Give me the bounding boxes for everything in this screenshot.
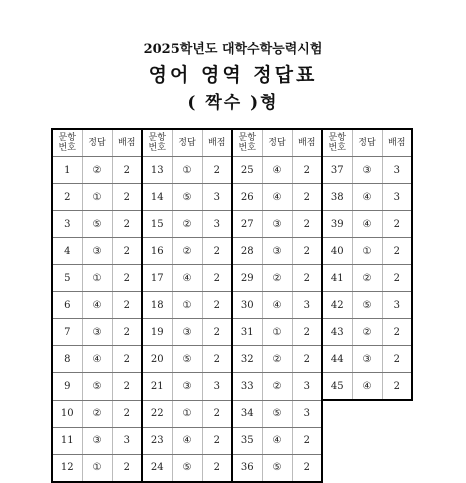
cell-answer: ① [82, 184, 112, 211]
cell-question-number: 17 [142, 265, 172, 292]
cell-answer: ④ [172, 427, 202, 454]
cell-question-number: 6 [52, 292, 82, 319]
cell-score: 2 [202, 319, 232, 346]
cell-question-number: 19 [142, 319, 172, 346]
empty-cell [352, 427, 382, 454]
header-question-number: 문항 번호 [232, 129, 262, 157]
empty-cell [382, 454, 412, 482]
table-row [52, 346, 412, 373]
cell-score: 2 [202, 238, 232, 265]
cell-answer: ② [172, 238, 202, 265]
cell-question-number: 18 [142, 292, 172, 319]
cell-score: 2 [292, 238, 322, 265]
cell-answer: ③ [172, 319, 202, 346]
cell-answer: ⑤ [172, 184, 202, 211]
cell-question-number: 24 [142, 454, 172, 482]
table-row [52, 265, 412, 292]
cell-question-number: 20 [142, 346, 172, 373]
cell-question-number: 41 [322, 265, 352, 292]
cell-score: 2 [292, 184, 322, 211]
cell-score: 2 [112, 184, 142, 211]
cell-answer: ② [352, 319, 382, 346]
cell-question-number: 5 [52, 265, 82, 292]
cell-score: 2 [112, 346, 142, 373]
cell-answer: ⑤ [262, 454, 292, 482]
header-answer: 정답 [82, 129, 112, 157]
cell-question-number: 29 [232, 265, 262, 292]
cell-score: 3 [382, 157, 412, 184]
cell-answer: ④ [262, 292, 292, 319]
cell-question-number: 40 [322, 238, 352, 265]
cell-question-number: 38 [322, 184, 352, 211]
cell-answer: ① [262, 319, 292, 346]
cell-answer: ④ [262, 184, 292, 211]
cell-answer: ⑤ [82, 211, 112, 238]
cell-question-number: 4 [52, 238, 82, 265]
cell-answer: ⑤ [82, 373, 112, 401]
cell-score: 2 [202, 157, 232, 184]
cell-score: 3 [292, 292, 322, 319]
cell-question-number: 15 [142, 211, 172, 238]
cell-score: 2 [202, 346, 232, 373]
cell-question-number: 36 [232, 454, 262, 482]
header-answer: 정답 [262, 129, 292, 157]
cell-score: 2 [292, 265, 322, 292]
cell-answer: ③ [262, 238, 292, 265]
empty-cell [322, 400, 352, 427]
cell-answer: ③ [352, 346, 382, 373]
cell-answer: ① [352, 238, 382, 265]
sheet-title: 영어 영역 정답표 [148, 64, 318, 86]
cell-answer: ② [82, 400, 112, 427]
cell-answer: ② [262, 346, 292, 373]
cell-question-number: 39 [322, 211, 352, 238]
cell-question-number: 2 [52, 184, 82, 211]
cell-score: 2 [382, 211, 412, 238]
header-score: 배점 [112, 129, 142, 157]
cell-question-number: 44 [322, 346, 352, 373]
table-row [52, 319, 412, 346]
cell-score: 2 [292, 211, 322, 238]
cell-answer: ① [172, 157, 202, 184]
cell-score: 3 [112, 427, 142, 454]
cell-score: 2 [202, 427, 232, 454]
cell-score: 3 [202, 184, 232, 211]
cell-score: 2 [292, 427, 322, 454]
cell-answer: ③ [82, 238, 112, 265]
cell-score: 2 [202, 400, 232, 427]
cell-answer: ④ [352, 184, 382, 211]
empty-cell [352, 400, 382, 427]
header-question-number: 문항 번호 [142, 129, 172, 157]
cell-answer: ⑤ [172, 454, 202, 482]
cell-score: 2 [112, 319, 142, 346]
cell-question-number: 32 [232, 346, 262, 373]
cell-answer: ④ [352, 211, 382, 238]
empty-cell [322, 427, 352, 454]
cell-question-number: 42 [322, 292, 352, 319]
cell-score: 2 [112, 400, 142, 427]
table-row [52, 373, 412, 401]
empty-cell [322, 454, 352, 482]
cell-question-number: 26 [232, 184, 262, 211]
cell-answer: ⑤ [262, 400, 292, 427]
cell-question-number: 35 [232, 427, 262, 454]
cell-score: 2 [292, 454, 322, 482]
cell-score: 3 [202, 211, 232, 238]
cell-answer: ② [82, 157, 112, 184]
cell-score: 2 [112, 238, 142, 265]
cell-question-number: 11 [52, 427, 82, 454]
answer-table [51, 128, 413, 483]
cell-question-number: 37 [322, 157, 352, 184]
cell-answer: ③ [172, 373, 202, 401]
header-answer: 정답 [352, 129, 382, 157]
cell-answer: ⑤ [352, 292, 382, 319]
header-answer: 정답 [172, 129, 202, 157]
empty-cell [352, 454, 382, 482]
cell-question-number: 30 [232, 292, 262, 319]
cell-question-number: 21 [142, 373, 172, 401]
cell-answer: ① [172, 400, 202, 427]
header-row [52, 129, 412, 157]
cell-question-number: 22 [142, 400, 172, 427]
cell-answer: ① [172, 292, 202, 319]
header-question-number: 문항 번호 [52, 129, 82, 157]
cell-score: 2 [112, 265, 142, 292]
cell-score: 2 [112, 292, 142, 319]
form-type: ( 짝수 )형 [187, 93, 279, 113]
cell-answer: ② [262, 373, 292, 401]
exam-title: 2025학년도 대학수학능력시험 [143, 42, 323, 57]
cell-question-number: 7 [52, 319, 82, 346]
cell-question-number: 25 [232, 157, 262, 184]
cell-question-number: 9 [52, 373, 82, 401]
cell-score: 2 [292, 157, 322, 184]
cell-question-number: 34 [232, 400, 262, 427]
cell-score: 2 [202, 292, 232, 319]
cell-score: 3 [292, 400, 322, 427]
cell-score: 2 [202, 265, 232, 292]
cell-answer: ② [352, 265, 382, 292]
cell-score: 2 [382, 373, 412, 401]
table-row [52, 400, 412, 427]
table-row [52, 157, 412, 184]
cell-question-number: 8 [52, 346, 82, 373]
cell-answer: ② [172, 211, 202, 238]
table-row [52, 292, 412, 319]
cell-score: 2 [292, 319, 322, 346]
header-score: 배점 [202, 129, 232, 157]
table-row [52, 211, 412, 238]
cell-answer: ④ [82, 292, 112, 319]
empty-cell [382, 400, 412, 427]
cell-score: 2 [202, 454, 232, 482]
cell-score: 2 [382, 238, 412, 265]
cell-question-number: 28 [232, 238, 262, 265]
cell-score: 2 [112, 373, 142, 401]
cell-answer: ③ [262, 211, 292, 238]
cell-answer: ④ [352, 373, 382, 401]
cell-question-number: 3 [52, 211, 82, 238]
empty-cell [382, 427, 412, 454]
cell-answer: ④ [262, 427, 292, 454]
cell-answer: ③ [352, 157, 382, 184]
cell-question-number: 23 [142, 427, 172, 454]
header-score: 배점 [292, 129, 322, 157]
cell-question-number: 1 [52, 157, 82, 184]
cell-question-number: 14 [142, 184, 172, 211]
cell-question-number: 12 [52, 454, 82, 482]
cell-score: 3 [292, 373, 322, 401]
cell-answer: ① [82, 454, 112, 482]
cell-answer: ③ [82, 319, 112, 346]
cell-score: 2 [292, 346, 322, 373]
cell-question-number: 13 [142, 157, 172, 184]
cell-question-number: 45 [322, 373, 352, 401]
table-row [52, 454, 412, 482]
cell-answer: ④ [262, 157, 292, 184]
cell-score: 3 [202, 373, 232, 401]
table-row [52, 238, 412, 265]
cell-answer: ③ [82, 427, 112, 454]
cell-question-number: 27 [232, 211, 262, 238]
cell-question-number: 43 [322, 319, 352, 346]
table-row [52, 427, 412, 454]
cell-score: 2 [112, 454, 142, 482]
cell-score: 2 [112, 157, 142, 184]
cell-question-number: 31 [232, 319, 262, 346]
cell-score: 2 [382, 346, 412, 373]
header-score: 배점 [382, 129, 412, 157]
cell-score: 2 [382, 319, 412, 346]
table-row [52, 184, 412, 211]
cell-answer: ⑤ [172, 346, 202, 373]
header-question-number: 문항 번호 [322, 129, 352, 157]
cell-score: 3 [382, 184, 412, 211]
cell-score: 2 [112, 211, 142, 238]
cell-answer: ④ [172, 265, 202, 292]
cell-question-number: 16 [142, 238, 172, 265]
cell-answer: ④ [82, 346, 112, 373]
cell-score: 2 [382, 265, 412, 292]
cell-question-number: 33 [232, 373, 262, 401]
cell-answer: ① [82, 265, 112, 292]
cell-answer: ② [262, 265, 292, 292]
cell-score: 3 [382, 292, 412, 319]
cell-question-number: 10 [52, 400, 82, 427]
